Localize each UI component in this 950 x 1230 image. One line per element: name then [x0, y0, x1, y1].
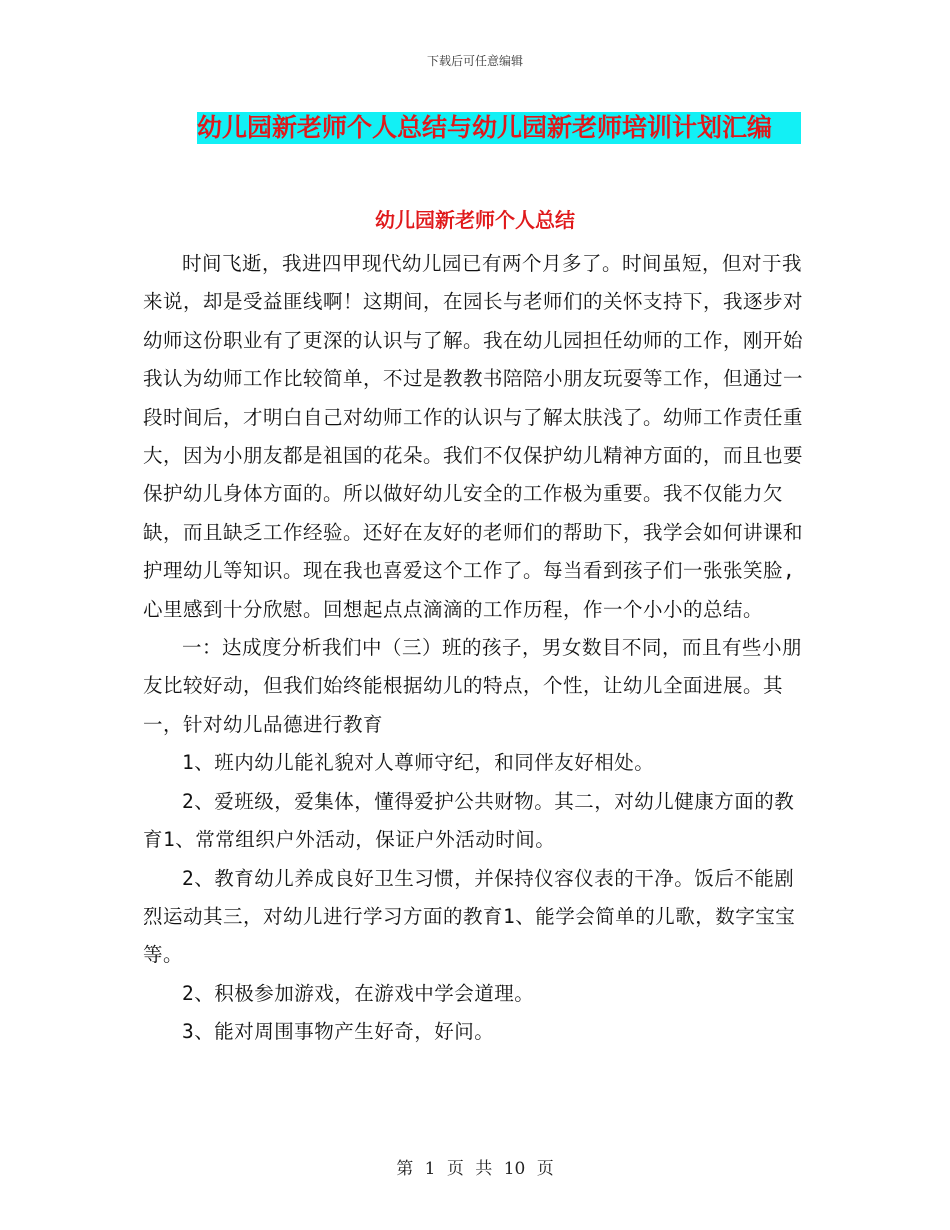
document-main-title: 幼儿园新老师个人总结与幼儿园新老师培训计划汇编 — [197, 112, 801, 144]
paragraph: 2、教育幼儿养成良好卫生习惯，并保持仪容仪表的干净。饭后不能剧烈运动其三，对幼儿进行学习方面的教育1、能学会简单的儿歌，数字宝宝等。 — [143, 866, 796, 967]
header-note: 下载后可任意编辑 — [426, 54, 523, 68]
document-body — [143, 245, 807, 1052]
paragraph: 3、能对周围事物产生好奇，好问。 — [182, 1020, 495, 1044]
paragraph: 2、爱班级，爱集体，懂得爱护公共财物。其二，对幼儿健康方面的教育1、常常组织户外活动，保证户外活动时间。 — [143, 789, 795, 852]
page-footer: 第 1 页 共 10 页 — [396, 1159, 554, 1179]
section-title: 幼儿园新老师个人总结 — [375, 208, 575, 232]
paragraph: 一：达成度分析我们中（三）班的孩子，男女数目不同，而且有些小朋友比较好动，但我们始终能根据幼儿的特点，个性，让幼儿全面进展。其一，针对幼儿品德进行教育 — [143, 636, 803, 736]
paragraph: 2、积极参加游戏，在游戏中学会道理。 — [182, 981, 535, 1005]
paragraph: 时间飞逝，我进四甲现代幼儿园已有两个月多了。时间虽短，但对于我来说，却是受益匪线啊！这期间，在园长与老师们的关怀支持下，我逐步对幼师这份职业有了更深的认识与了解。我在幼儿园担任幼师的工作，刚开始我认为幼师工作比较简单，不过是教教书陪陪小朋友玩耍等工作，但通过一段时间后，才明白自己对幼师工作的认识与了解太肤浅了。幼师工作责任重大，因为小朋友都是祖国的花朵。我们不仅保护幼儿精神方面的，而且也要保护幼儿身体方面的。所以做好幼儿安全的工作极为重要。我不仅能力欠缺，而且缺乏工作经验。还好在友好的老师们的帮助下，我学会如何讲课和护理幼儿等知识。现在我也喜爱这个工作了。每当看到孩子们一张张笑脸,心里感到十分欣慰。回想起点点滴滴的工作历程，作一个小小的总结。 — [143, 252, 804, 621]
paragraph: 1、班内幼儿能礼貌对人尊师守纪，和同伴友好相处。 — [182, 751, 655, 775]
